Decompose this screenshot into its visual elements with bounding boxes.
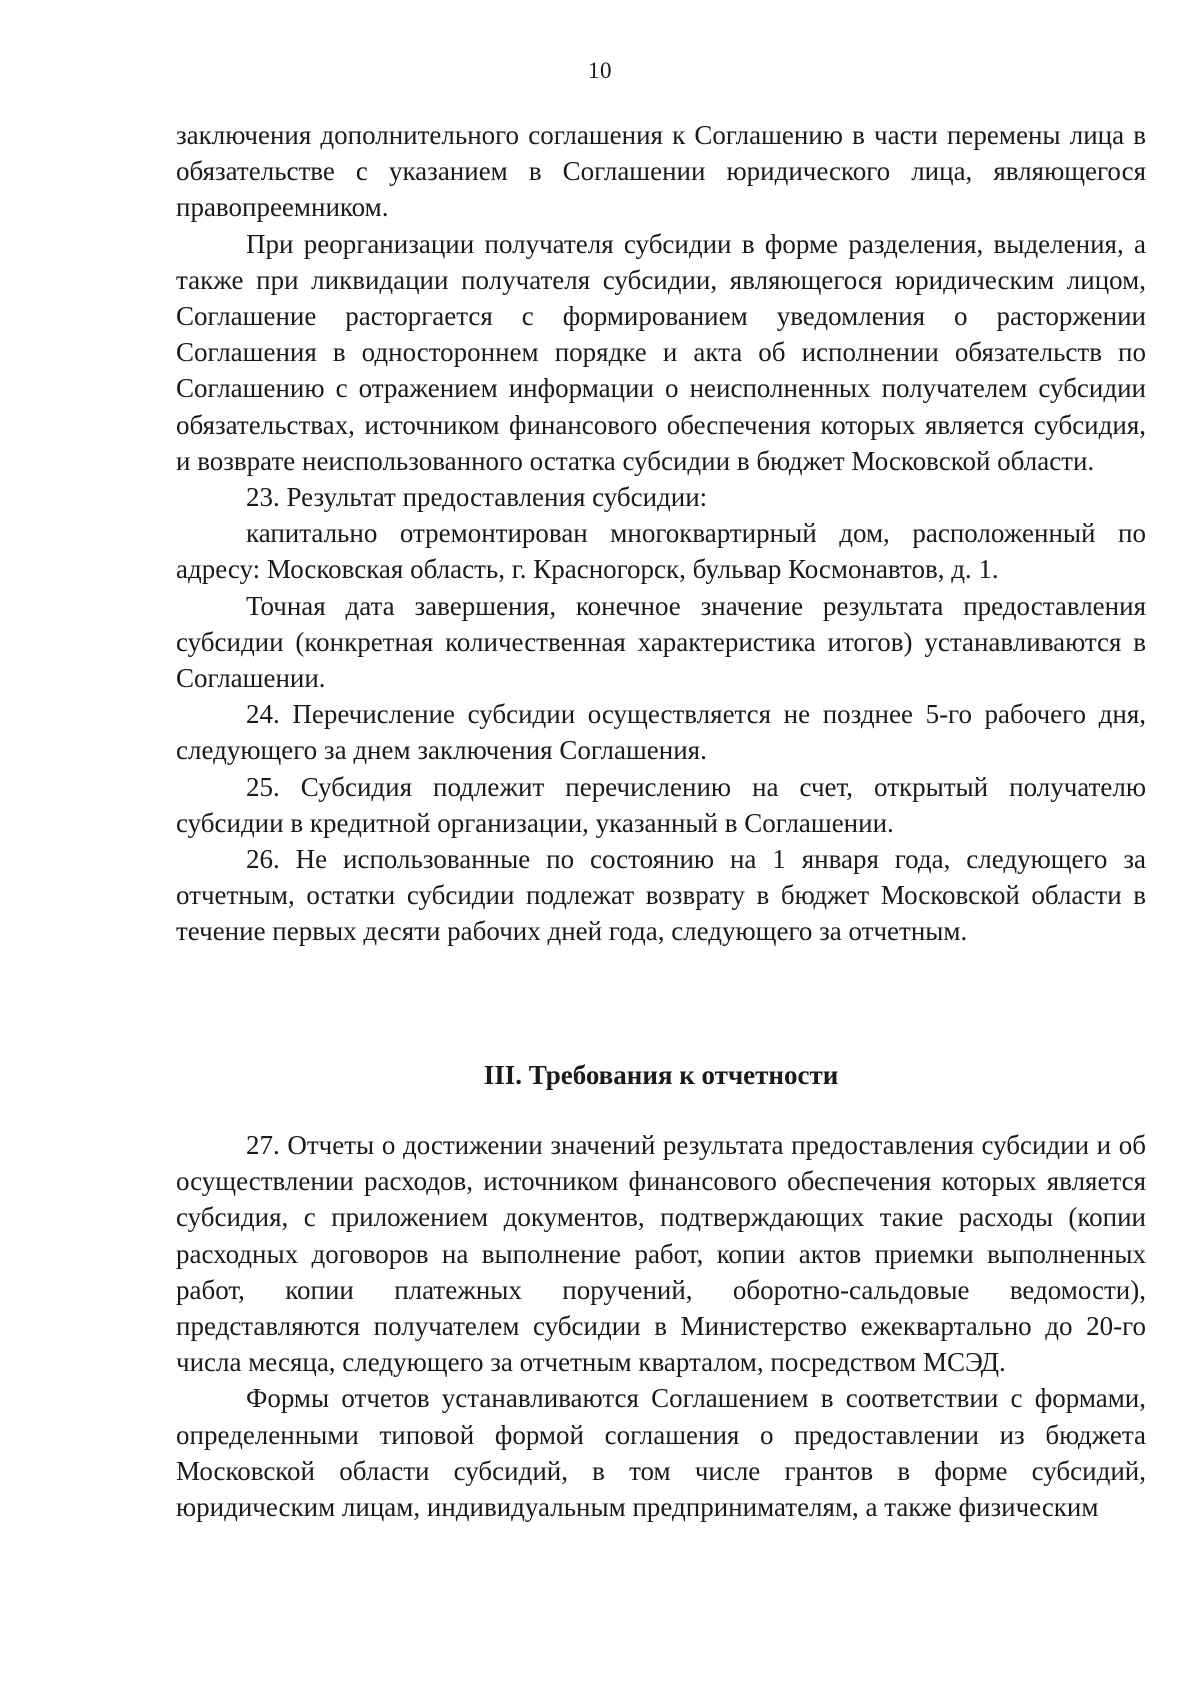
paragraph-item-26: 26. Не использованные по состоянию на 1 января года, следующего за отчетным, остатки субсидии подлежат возврату в бюджет Московской области в течение первых десяти рабочих дней года, следующего за отчетным.: [176, 844, 1146, 947]
paragraph-item-25: 25. Субсидия подлежит перечислению на счет, открытый получателю субсидии в кредитной организации, указанный в Соглашении.: [176, 771, 1146, 838]
page-number: 10: [588, 58, 612, 83]
paragraph-report-forms: Формы отчетов устанавливаются Соглашением в соответствии с формами, определенными типовой формой соглашения о предоставлении из бюджета Московской области субсидий, в том числе грантов в форме субсидий, юридическим лицам, индивидуальным предпринимателям, а также физическим: [176, 1383, 1146, 1523]
paragraph-item-23: 23. Результат предоставления субсидии:: [246, 482, 708, 513]
body-text-bottom: [176, 1127, 1146, 1525]
paragraph-completion-date: Точная дата завершения, конечное значение результата предоставления субсидии (конкретная количественная характеристика итогов) устанавливаются в Соглашении.: [176, 590, 1146, 694]
paragraph-item-27: 27. Отчеты о достижении значений результата предоставления субсидии и об осуществлении расходов, источником финансового обеспечения которых является субсидия, с приложением документов, подтверждающих такие расходы (копии расходных договоров на выполнение работ, копии актов приемки выполненных работ, копии платежных поручений, оборотно-сальдовые ведомости), представляются получателем субсидии в Министерство ежеквартально до 20-го числа месяца, следующего за отчетным кварталом, посредством МСЭД.: [176, 1130, 1146, 1378]
paragraph-reorganization: При реорганизации получателя субсидии в форме разделения, выделения, а также при ликвидации получателя субсидии, являющегося юридическим лицом, Соглашение расторгается с формированием уведомления о расторжении Соглашения в одностороннем порядке и акта об исполнении обязательств по Соглашению с отражением информации о неисполненных получателем субсидии обязательствах, источником финансового обеспечения которых является субсидия, и возврате неиспользованного остатка субсидии в бюджет Московской области.: [176, 228, 1146, 476]
section-heading: III. Требования к отчетности: [483, 1060, 839, 1090]
body-text-top: [176, 117, 1146, 950]
paragraph-result: капитально отремонтирован многоквартирный дом, расположенный по адресу: Московская область, г. Красногорск, бульвар Космонавтов, д. 1.: [176, 518, 1146, 585]
paragraph-continuation: заключения дополнительного соглашения к Соглашению в части перемены лица в обязательстве с указанием в Соглашении юридического лица, являющегося правопреемником.: [176, 120, 1146, 223]
paragraph-item-24: 24. Перечисление субсидии осуществляется не позднее 5-го рабочего дня, следующего за днем заключения Соглашения.: [176, 699, 1146, 766]
